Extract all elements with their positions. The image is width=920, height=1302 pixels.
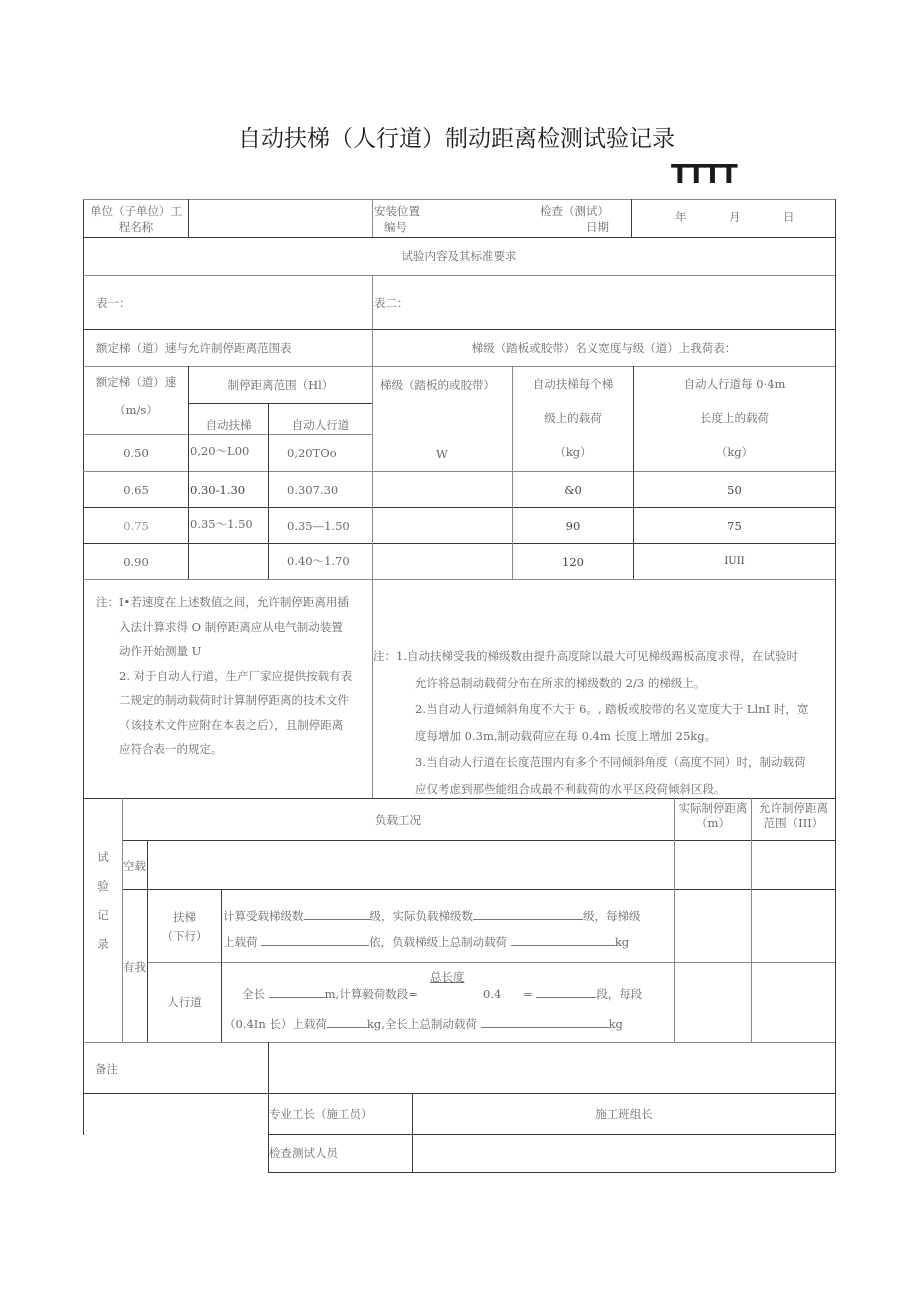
- rule: [372, 199, 373, 237]
- table2-col-step-unit: W: [436, 447, 448, 461]
- walkway-fraction-numerator: 总长度: [430, 970, 465, 984]
- escalator-down-label: 扶梯 （下行）: [161, 910, 208, 943]
- date-day: 日: [783, 210, 795, 224]
- rule: [83, 275, 835, 276]
- walkway-load-text-line1b: = 段，每段: [523, 987, 643, 1001]
- table2-col-step: 梯级（踏板的或胶带）: [380, 378, 495, 392]
- rule: [83, 507, 835, 508]
- foreman-label: 专业工长（施工员）: [269, 1107, 373, 1121]
- notes-right: 注：1.自动扶梯受我的梯级数由提升高度除以最大可见梯级踢板高度求得，在试验时 允许将总制动载荷分布在所求的梯级数的 2/3 的梯级上。 2.当自动人行道倾斜角度不大于 6。, 踏板或胶带的名义宽度大于 LlnI 时，宽 度每增加 0.3m,制动载荷应在每 0.4m 长度上增加 25kg。 3.当自动人行道在长度范围内有多个不同倾斜角度（高度不同）时，制动载荷 应仅考虑到那些能组合成最不利载荷的水平区段荷倾斜区段。: [373, 649, 809, 796]
- date-year: 年: [675, 210, 687, 224]
- rule: [188, 366, 189, 579]
- escalator-actual-distance-field[interactable]: [675, 890, 750, 961]
- table2-label: 表二：: [374, 296, 409, 310]
- table1-col-walkway: 自动人行道: [291, 418, 350, 432]
- escalator-allowed-range-field[interactable]: [752, 890, 834, 961]
- rule: [122, 798, 123, 1042]
- loaded-label: 有我: [123, 960, 146, 974]
- empty-load-label: 空载: [123, 859, 146, 873]
- calc-steps-input[interactable]: [304, 908, 370, 920]
- total-brake-load-input[interactable]: [511, 934, 615, 946]
- rule: [83, 579, 835, 580]
- table2-title: 梯级（踏板或胶带）名义宽度与级（道）上我荷表：: [471, 341, 737, 355]
- remarks-field[interactable]: [269, 1043, 834, 1092]
- rule: [221, 889, 222, 1042]
- document-code: TTTT: [671, 160, 736, 190]
- walkway-actual-distance-field[interactable]: [675, 963, 750, 1041]
- date-field[interactable]: [632, 200, 835, 236]
- unit-name-label: 单位（子单位）工 程名称: [90, 204, 182, 234]
- walkway-load-text-line2: （0.4In 长）上载荷 kg,全长上总制动载荷 kg: [224, 1017, 623, 1031]
- page-title: 自动扶梯（人行道）制动距离检测试验记录: [238, 126, 675, 152]
- walkway-load-text-line1: 全长 m,计算毅荷数段=: [242, 987, 418, 1001]
- segments-input[interactable]: [536, 986, 596, 998]
- walkway-total-load-input[interactable]: [481, 1016, 609, 1028]
- empty-load-allowed-range-field[interactable]: [752, 841, 834, 888]
- escalator-load-text: 计算受载梯级数 级，实际负载梯级数 级，每梯级 上载荷 依，负载梯级上总制动载荷 kg: [223, 909, 641, 949]
- border-right: [835, 199, 836, 1172]
- rule: [83, 543, 835, 544]
- rule: [83, 237, 835, 238]
- team-leader-label: 施工班组长: [595, 1107, 653, 1121]
- segment-load-input[interactable]: [327, 1016, 367, 1028]
- notes-left: 注：I•若速度在上述数值之间，允许制停距离用插 入法计算求得 O 制停距离应从电气制动装置 动作开始测量 U 2. 对于自动人行道，生产厂家应提供按载有表 二规定的制动载荷时计算制停距离的技术文件 （该技术文件应附在本表之后），且制停距离 应符合表一的规定。: [96, 595, 353, 756]
- rule: [188, 403, 373, 404]
- border-left: [83, 199, 84, 1135]
- step-load-input[interactable]: [261, 934, 369, 946]
- inspector-label: 检查测试人员: [269, 1146, 338, 1160]
- install-location-label: 安装位置 编号: [374, 204, 420, 234]
- table1-title: 额定梯（道）速与允许制停距离范围表: [96, 341, 292, 355]
- rule: [83, 434, 373, 435]
- section-title: 试验内容及其标准要求: [401, 249, 517, 263]
- walkway-allowed-range-field[interactable]: [752, 963, 834, 1041]
- load-condition-header: 负载工况: [375, 813, 421, 827]
- total-length-input[interactable]: [269, 986, 325, 998]
- date-month: 月: [729, 210, 741, 224]
- rule: [268, 1172, 835, 1173]
- table1-col-escalator: 自动扶梯: [205, 418, 252, 432]
- table2-col-walkway: 自动人行道每 0·4m 长度上的载荷 （kg）: [683, 377, 786, 459]
- walkway-fraction-denominator: 0.4: [483, 987, 502, 1001]
- rule: [83, 1093, 835, 1094]
- unit-name-field[interactable]: [189, 200, 371, 236]
- table1-col-speed: 额定梯（道）速 （m/s）: [95, 375, 177, 417]
- actual-steps-input[interactable]: [473, 908, 583, 920]
- walkway-label: 人行道: [167, 995, 202, 1009]
- rule: [83, 471, 835, 472]
- empty-load-condition-field[interactable]: [148, 841, 673, 888]
- check-date-label: 检查（测试） 日期: [540, 204, 609, 234]
- empty-load-actual-distance-field[interactable]: [675, 841, 750, 888]
- record-side-label: 试 验 记 录: [97, 850, 109, 951]
- table2-col-escalator: 自动扶梯每个梯 级上的载荷 （kg）: [532, 377, 614, 459]
- remarks-label: 备注: [95, 1062, 118, 1076]
- table1-col-range: 制停距离范围（Hl）: [227, 378, 334, 392]
- rule: [83, 329, 835, 330]
- table1-label: 表一：: [96, 296, 131, 310]
- actual-distance-header: 实际制停距离 （m）: [678, 801, 748, 830]
- allowed-range-header: 允许制停距离 范围（III）: [759, 801, 828, 830]
- inspector-signature-field[interactable]: [413, 1135, 834, 1171]
